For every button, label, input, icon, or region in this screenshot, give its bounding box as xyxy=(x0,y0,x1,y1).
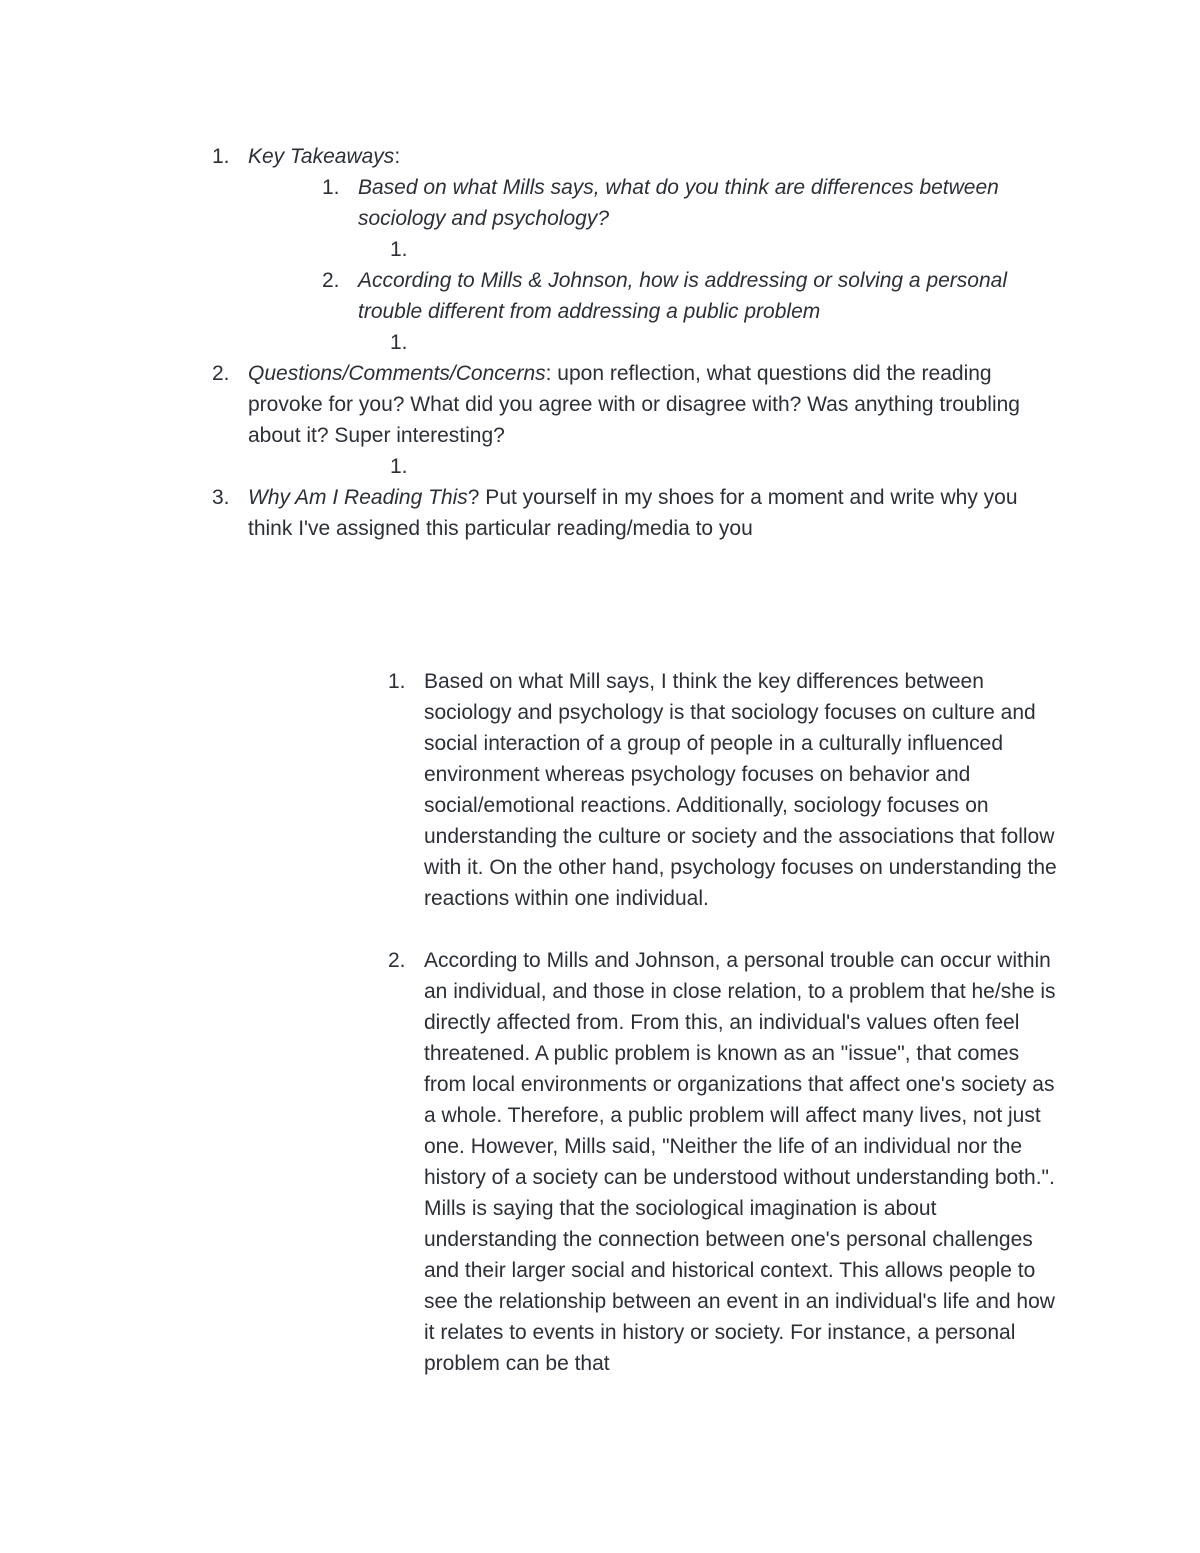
question-sociology-vs-psychology: Based on what Mills says, what do you think are differences between sociology and psychology? xyxy=(358,176,999,230)
questions-comments-concerns-label: Questions/Comments/Concerns xyxy=(248,362,546,385)
answer-1-text: Based on what Mill says, I think the key differences between sociology and psychology is that sociology focuses on culture and social interaction of a group of people in a culturally influenced environment whereas psychology focuses on behavior and social/emotional reactions. Additionally, sociology focuses on understanding the culture or society and the associations that follow with it. On the other hand, psychology focuses on understanding the reactions within one individual. xyxy=(424,670,1057,910)
why-am-i-reading-this-label: Why Am I Reading This xyxy=(248,486,468,509)
answer-2-text: According to Mills and Johnson, a personal trouble can occur within an individual, and those in close relation, to a problem that he/she is directly affected from. From this, an individual's values often feel threatened. A public problem is known as an "issue", that comes from local environments or organizations that affect one's society as a whole. Therefore, a public problem will affect many lives, not just one. However, Mills said, "Neither the life of an individual nor the history of a society can be understood without understanding both.". Mills is saying that the sociological imagination is about understanding the connection between one's personal challenges and their larger social and historical context. This allows people to see the relationship between an event in an individual's life and how it relates to events in history or society. For instance, a personal problem can be that xyxy=(424,949,1056,1375)
key-takeaways-heading xyxy=(248,141,1008,172)
question-personal-vs-public: According to Mills & Johnson, how is addressing or solving a personal trouble different from addressing a public problem xyxy=(358,269,1008,323)
key-takeaways-label: Key Takeaways xyxy=(248,145,395,168)
answer-marker: 1. xyxy=(388,670,406,693)
list-marker: 1. xyxy=(322,176,340,199)
answer-placeholder-marker: 1. xyxy=(390,455,408,478)
list-marker: 2. xyxy=(322,269,340,292)
questions-comments-concerns-text: : upon reflection, what questions did the reading provoke for you? What did you agree with or disagree with? Was anything troubling about it? Super interesting? xyxy=(248,362,1020,447)
questions-comments-concerns-prompt xyxy=(248,358,1023,451)
list-marker: 2. xyxy=(212,362,230,385)
answer-marker: 2. xyxy=(388,949,406,972)
list-marker: 3. xyxy=(212,486,230,509)
list-marker: 1. xyxy=(212,145,230,168)
answer-placeholder-marker: 1. xyxy=(390,331,408,354)
why-am-i-reading-this-prompt xyxy=(248,482,1038,544)
answer-placeholder-marker: 1. xyxy=(390,238,408,261)
why-am-i-reading-this-text: ? Put yourself in my shoes for a moment and write why you think I've assigned this particular reading/media to you xyxy=(248,486,1018,540)
key-takeaways-colon: : xyxy=(394,145,401,168)
